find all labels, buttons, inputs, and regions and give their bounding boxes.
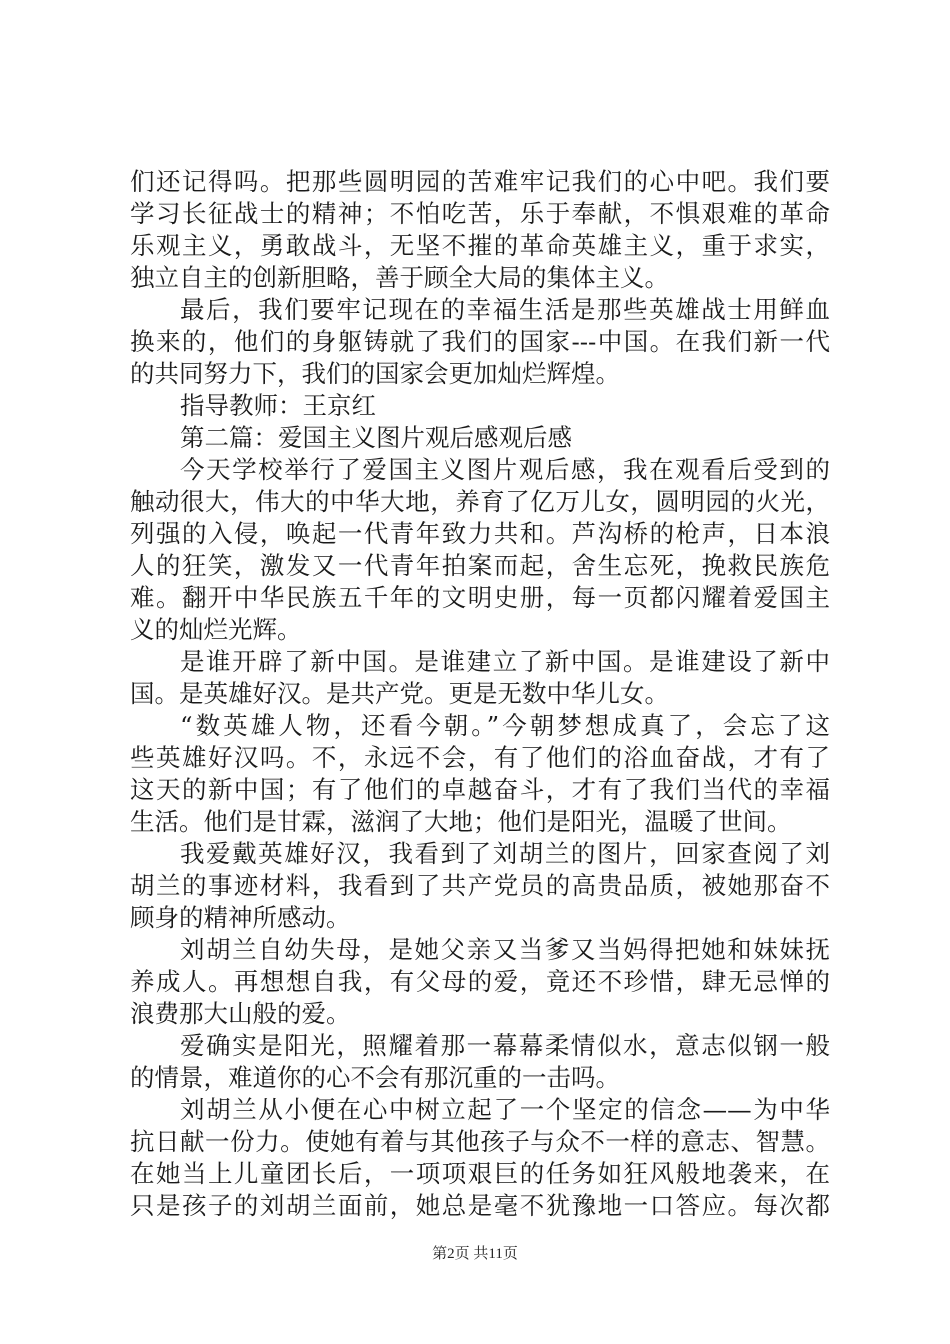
text-line: 触动很大，伟大的中华大地，养育了亿万儿女，圆明园的火光， [130, 487, 830, 516]
text-line: 学习长征战士的精神；不怕吃苦，乐于奉献，不惧艰难的革命 [130, 199, 830, 228]
page-footer [0, 1244, 950, 1264]
text-line: 只是孩子的刘胡兰面前，她总是毫不犹豫地一口答应。每次都 [130, 1191, 830, 1220]
text-line: 胡兰的事迹材料，我看到了共产党员的高贵品质，被她那奋不 [130, 871, 830, 900]
text-line: 人的狂笑，激发又一代青年拍案而起，舍生忘死，挽救民族危 [130, 551, 830, 580]
text-line: 指导教师：王京红 [180, 391, 376, 420]
text-line: 刘胡兰从小便在心中树立起了一个坚定的信念——为中华 [180, 1095, 830, 1124]
text-line: 国。是英雄好汉。是共产党。更是无数中华儿女。 [130, 679, 669, 708]
text-line: 是谁开辟了新中国。是谁建立了新中国。是谁建设了新中 [180, 647, 830, 676]
text-line: 乐观主义，勇敢战斗，无坚不摧的革命英雄主义，重于求实， [130, 231, 830, 260]
text-line: 义的灿烂光辉。 [130, 615, 302, 644]
document-body [130, 166, 830, 1222]
text-line: 列强的入侵，唤起一代青年致力共和。芦沟桥的枪声，日本浪 [130, 519, 830, 548]
text-line: 些英雄好汉吗。不，永远不会，有了他们的浴血奋战，才有了 [130, 743, 830, 772]
text-line: 的共同努力下，我们的国家会更加灿烂辉煌。 [130, 359, 620, 388]
text-line: 刘胡兰自幼失母，是她父亲又当爹又当妈得把她和妹妹抚 [180, 935, 830, 964]
text-line: 换来的，他们的身躯铸就了我们的国家---中国。在我们新一代 [130, 327, 830, 356]
text-line: 抗日献一份力。使她有着与其他孩子与众不一样的意志、智慧。 [130, 1127, 830, 1156]
text-line: 今天学校举行了爱国主义图片观后感，我在观看后受到的 [180, 455, 830, 484]
text-line: 最后，我们要牢记现在的幸福生活是那些英雄战士用鲜血 [180, 295, 830, 324]
text-line: 这天的新中国；有了他们的卓越奋斗，才有了我们当代的幸福 [130, 775, 830, 804]
text-line: 我爱戴英雄好汉，我看到了刘胡兰的图片，回家查阅了刘 [180, 839, 830, 868]
text-line: 顾身的精神所感动。 [130, 903, 351, 932]
text-line: 爱确实是阳光，照耀着那一幕幕柔情似水，意志似钢一般 [180, 1031, 830, 1060]
text-line: 独立自主的创新胆略，善于顾全大局的集体主义。 [130, 263, 669, 292]
text-line: 浪费那大山般的爱。 [130, 999, 351, 1028]
page-number-label: 第2页 共11页 [432, 1246, 518, 1262]
text-line: 在她当上儿童团长后，一项项艰巨的任务如狂风般地袭来，在 [130, 1159, 830, 1188]
text-line: 的情景，难道你的心不会有那沉重的一击吗。 [130, 1063, 620, 1092]
text-line: 生活。他们是甘霖，滋润了大地；他们是阳光，温暖了世间。 [130, 807, 792, 836]
text-line: 们还记得吗。把那些圆明园的苦难牢记我们的心中吧。我们要 [130, 167, 830, 196]
text-line: 第二篇：爱国主义图片观后感观后感 [180, 423, 572, 452]
text-line: “数英雄人物，还看今朝。”今朝梦想成真了，会忘了这 [180, 711, 830, 740]
text-line: 难。翻开中华民族五千年的文明史册，每一页都闪耀着爱国主 [130, 583, 830, 612]
text-line: 养成人。再想想自我，有父母的爱，竟还不珍惜，肆无忌惮的 [130, 967, 830, 996]
